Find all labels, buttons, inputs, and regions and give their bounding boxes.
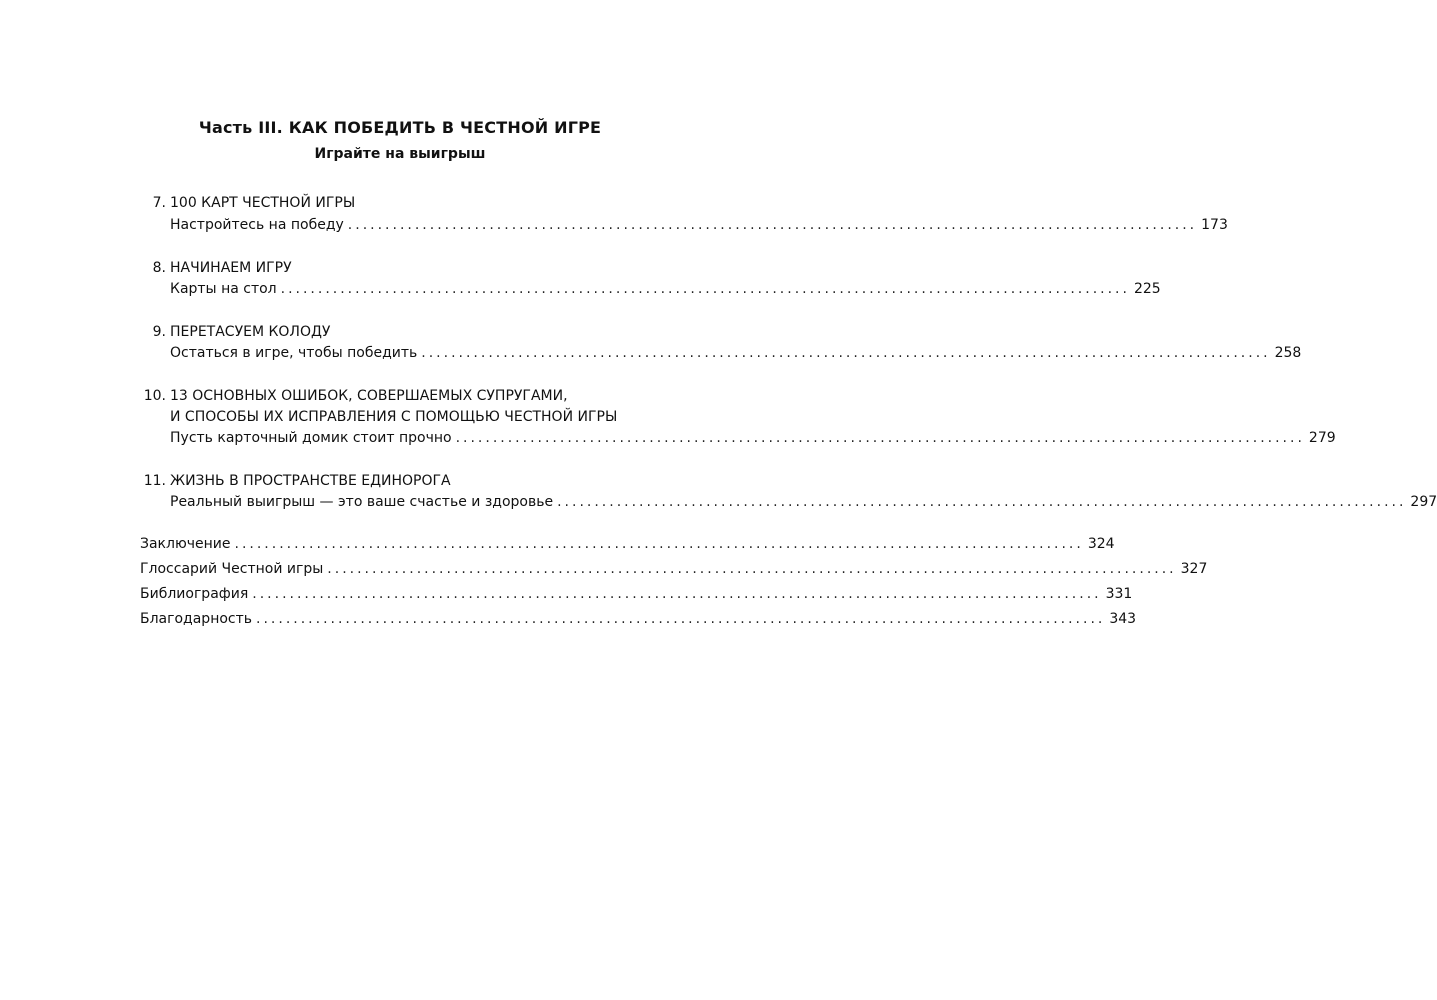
chapter-heading <box>140 472 451 490</box>
page-number: 331 <box>1105 586 1133 602</box>
chapter-title: 13 ОСНОВНЫХ ОШИБОК, СОВЕРШАЕМЫХ СУПРУГАМИ, <box>170 388 568 404</box>
dot-leader: .................................................................................................................. <box>455 430 1305 446</box>
entry-title: Благодарность <box>140 611 253 627</box>
chapter-heading <box>140 194 355 212</box>
page-number: 327 <box>1180 561 1208 577</box>
toc-entry[interactable] <box>170 429 1336 447</box>
chapter-number: 10. <box>143 388 166 404</box>
part-title: Часть III. КАК ПОБЕДИТЬ В ЧЕСТНОЙ ИГРЕ <box>198 118 602 137</box>
toc-entry-conclusion[interactable] <box>140 535 1115 553</box>
toc-entry-bibliography[interactable] <box>140 585 1133 603</box>
dot-leader: .................................................................................................................. <box>252 586 1102 602</box>
page-number: 279 <box>1308 430 1336 446</box>
chapter-title-continued: И СПОСОБЫ ИХ ИСПРАВЛЕНИЯ С ПОМОЩЬЮ ЧЕСТНОЙ ИГРЫ <box>170 409 618 425</box>
chapter-title: НАЧИНАЕМ ИГРУ <box>170 260 292 276</box>
entry-title: Библиография <box>140 586 249 602</box>
chapter-subtitle: Настройтесь на победу <box>170 217 344 233</box>
dot-leader: .................................................................................................................. <box>234 536 1084 552</box>
dot-leader: .................................................................................................................. <box>421 345 1271 361</box>
chapter-subtitle: Реальный выигрыш — это ваше счастье и здоровье <box>170 494 554 510</box>
page-number: 297 <box>1410 494 1437 510</box>
chapter-title: 100 КАРТ ЧЕСТНОЙ ИГРЫ <box>170 195 356 211</box>
page-number: 225 <box>1133 281 1161 297</box>
dot-leader: .................................................................................................................. <box>280 281 1130 297</box>
dot-leader: .................................................................................................................. <box>557 494 1407 510</box>
toc-entry[interactable] <box>170 216 1228 234</box>
toc-entry-acknowledgements[interactable] <box>140 610 1137 628</box>
dot-leader: .................................................................................................................. <box>327 561 1177 577</box>
part-subtitle: Играйте на выигрыш <box>314 146 486 162</box>
page-number: 258 <box>1274 345 1302 361</box>
dot-leader: .................................................................................................................. <box>347 217 1198 233</box>
toc-entry[interactable] <box>170 344 1302 362</box>
toc-entry[interactable] <box>170 280 1161 298</box>
page-number: 343 <box>1109 611 1137 627</box>
toc-entry-glossary[interactable] <box>140 560 1208 578</box>
chapter-title: ЖИЗНЬ В ПРОСТРАНСТВЕ ЕДИНОРОГА <box>170 473 451 489</box>
chapter-number: 9. <box>152 324 166 340</box>
chapter-number: 11. <box>143 473 166 489</box>
chapter-number: 7. <box>152 195 166 211</box>
chapter-subtitle: Пусть карточный домик стоит прочно <box>170 430 452 446</box>
chapter-heading <box>140 387 568 405</box>
chapter-title: ПЕРЕТАСУЕМ КОЛОДУ <box>170 324 331 340</box>
chapter-heading <box>140 259 292 277</box>
chapter-subtitle: Карты на стол <box>170 281 277 297</box>
chapter-number: 8. <box>152 260 166 276</box>
entry-title: Глоссарий Честной игры <box>140 561 324 577</box>
page-number: 173 <box>1201 217 1228 233</box>
page-number: 324 <box>1087 536 1115 552</box>
toc-entry[interactable] <box>170 493 1437 511</box>
chapter-heading <box>140 323 330 341</box>
dot-leader: .................................................................................................................. <box>256 611 1106 627</box>
chapter-subtitle: Остаться в игре, чтобы победить <box>170 345 418 361</box>
entry-title: Заключение <box>140 536 231 552</box>
